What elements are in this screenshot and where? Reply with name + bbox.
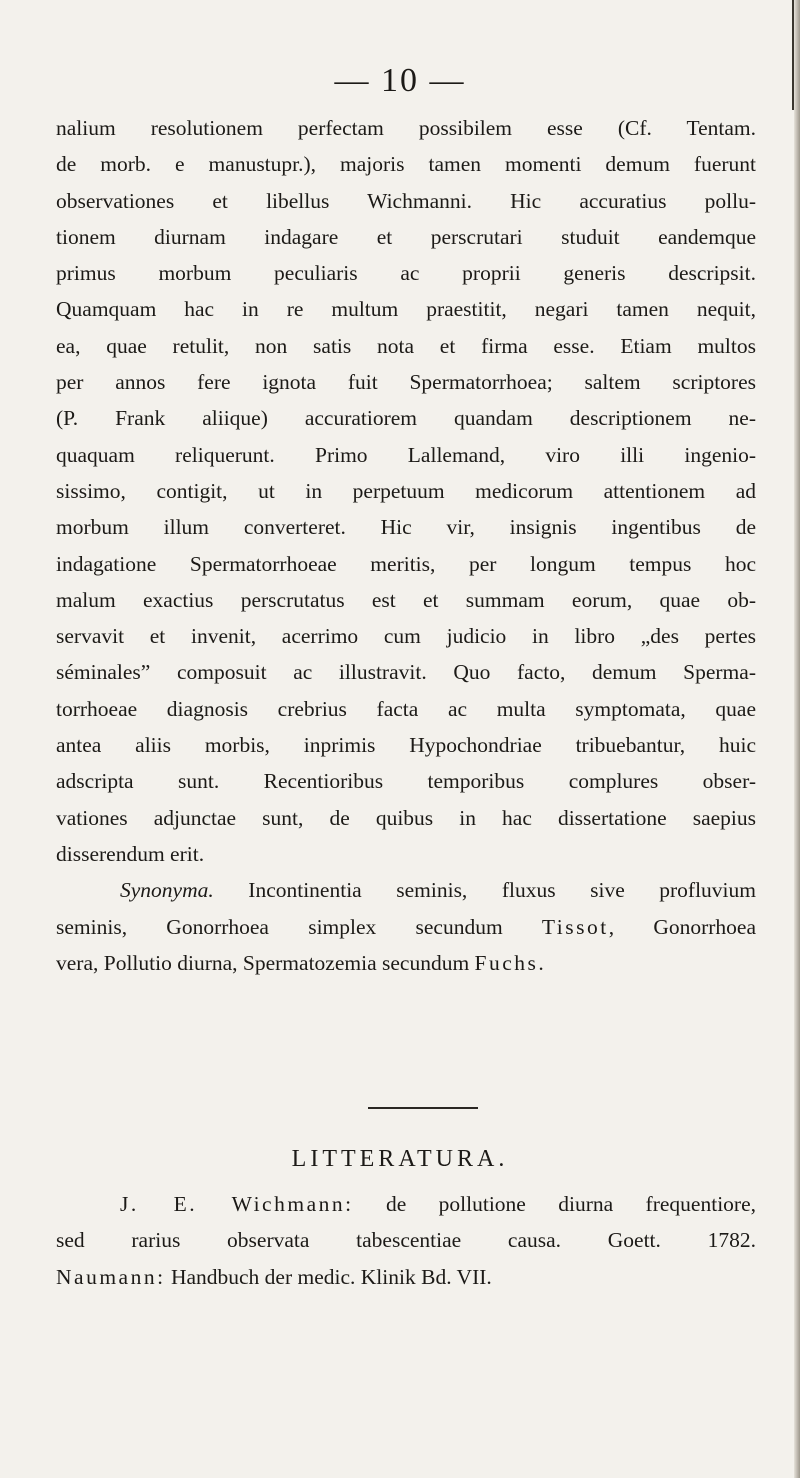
text-line: nalium resolutionem perfectam possibilem esse (Cf. Tentam. xyxy=(56,116,756,140)
synonyma-text: . xyxy=(538,950,544,975)
author-name: Fuchs xyxy=(474,950,539,975)
section-divider xyxy=(368,1107,478,1109)
synonyma-line xyxy=(56,909,756,945)
body-text xyxy=(56,110,756,981)
reference-author: Naumann: xyxy=(56,1264,166,1289)
text-line: sissimo, contigit, ut in perpetuum medicorum attentionem ad xyxy=(56,478,756,503)
synonyma-label: Synonyma. xyxy=(120,878,214,903)
text-line: tionem diurnam indagare et perscrutari studuit eandemque xyxy=(56,224,756,249)
text-line: servavit et invenit, acerrimo cum judicio in libro „des pertes xyxy=(56,624,756,649)
page-edge xyxy=(794,0,800,1478)
reference-text: Handbuch der medic. Klinik Bd. VII. xyxy=(165,1264,492,1289)
text-line: primus morbum peculiaris ac proprii generis descripsit. xyxy=(56,261,756,286)
synonyma-line xyxy=(56,872,756,908)
text-line: adscripta sunt. Recentioribus temporibus complures obser- xyxy=(56,769,756,794)
text-line: de morb. e manustupr.), majoris tamen momenti demum fuerunt xyxy=(56,152,756,177)
text-line: vationes adjunctae sunt, de quibus in hac dissertatione saepius xyxy=(56,805,756,830)
reference-text: de pollutione diurna frequentiore, xyxy=(353,1192,756,1216)
text-line: malum exactius perscrutatus est et summam eorum, quae ob- xyxy=(56,587,756,612)
text-line: torrhoeae diagnosis crebrius facta ac multa symptomata, quae xyxy=(56,696,756,721)
reference-line xyxy=(56,1186,756,1222)
synonyma-text: , Gonorrhoea xyxy=(608,914,756,939)
text-line: ea, quae retulit, non satis nota et firma esse. Etiam multos xyxy=(56,333,756,358)
reference-line: sed rarius observata tabescentiae causa. Goett. 1782. xyxy=(56,1228,756,1253)
page-number: — 10 — xyxy=(334,62,466,99)
text-line: indagatione Spermatorrhoeae meritis, per longum tempus hoc xyxy=(56,551,756,576)
reference-line xyxy=(56,1259,756,1295)
text-line: (P. Frank aliique) accuratiorem quandam descriptionem ne- xyxy=(56,406,756,431)
text-line: disserendum erit. xyxy=(56,841,205,866)
text-line: antea aliis morbis, inprimis Hypochondriae tribuebantur, huic xyxy=(56,733,756,758)
references xyxy=(56,1186,756,1295)
synonyma-text: Incontinentia seminis, fluxus sive profluvium xyxy=(248,878,756,903)
page-edge-mark xyxy=(792,0,794,110)
text-line: observationes et libellus Wichmanni. Hic accuratius pollu- xyxy=(56,188,756,213)
text-line: quaquam reliquerunt. Primo Lallemand, viro illi ingenio- xyxy=(56,442,756,467)
synonyma-text: seminis, Gonorrhoea simplex secundum xyxy=(56,914,542,939)
text-line: per annos fere ignota fuit Spermatorrhoea; saltem scriptores xyxy=(56,370,756,395)
text-line: morbum illum converteret. Hic vir, insignis ingentibus de xyxy=(56,515,756,540)
synonyma-text: vera, Pollutio diurna, Spermatozemia secundum xyxy=(56,950,475,975)
synonyma-line xyxy=(56,945,756,981)
text-line: séminales” composuit ac illustravit. Quo facto, demum Sperma- xyxy=(56,660,756,685)
reference-author: J. E. Wichmann: xyxy=(120,1192,354,1216)
section-heading: LITTERATURA. xyxy=(291,1146,509,1172)
text-line: Quamquam hac in re multum praestitit, negari tamen nequit, xyxy=(56,297,756,322)
author-name: Tissot xyxy=(541,914,609,939)
